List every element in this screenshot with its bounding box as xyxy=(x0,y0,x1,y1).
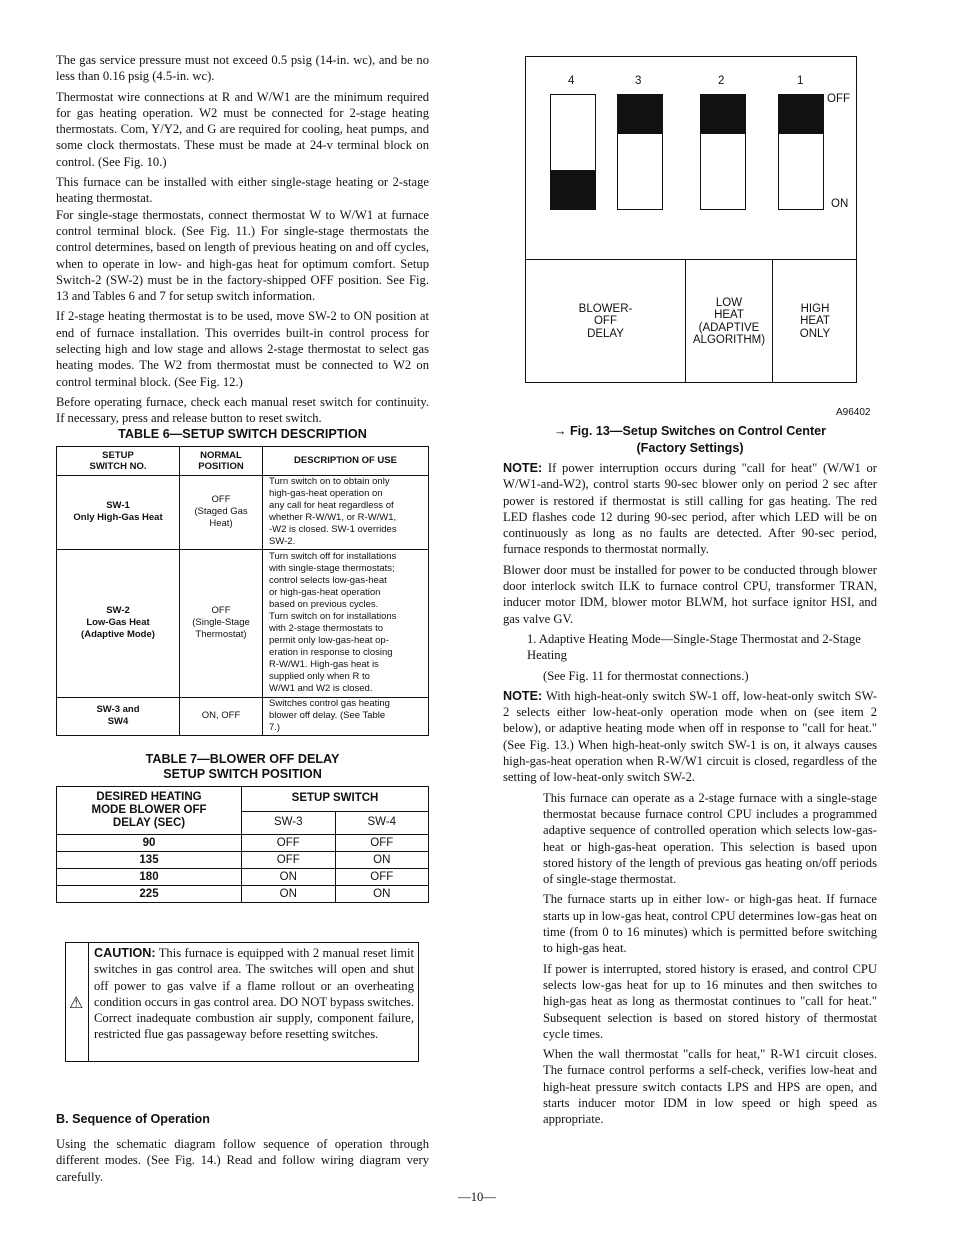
sw4-cell: OFF xyxy=(335,834,429,851)
figure-caption-line1: → Fig. 13—Setup Switches on Control Center xyxy=(553,424,827,438)
switch-number: 3 xyxy=(635,75,642,87)
setup-switch-figure xyxy=(525,56,857,383)
table-row xyxy=(57,697,429,735)
description: Switches control gas heating blower off delay. (See Table 7.) xyxy=(263,697,429,735)
delay-cell: 90 xyxy=(57,834,242,851)
table-row xyxy=(57,549,429,697)
section-b-text: Using the schematic diagram follow sequence of operation through different modes. (See Fig. 14.) Read and follow wiring diagram very carefully. xyxy=(56,1137,429,1184)
table7-title-line1: TABLE 7—BLOWER OFF DELAY xyxy=(145,751,340,766)
sw3-cell: OFF xyxy=(242,834,336,851)
paragraph-adaptive-b: The furnace starts up in either low- or high-gas heat. If furnace starts up in low-gas heat, control CPU determines low-gas heat on time (from 0 to 16 minutes) which is permitted before switching to high-gas heat. xyxy=(543,892,877,956)
paragraph-thermostat-wiring: Thermostat wire connections at R and W/W1 are the minimum required for gas heating operation. W2 must be connected for 2-stage heating thermostats. Com, Y/Y2, and G are required for cooling, heat pumps, and some clock thermostats. These must be made at 24-v terminal block on control. (See Fig. 10.) xyxy=(56,89,429,169)
blower-delay-table xyxy=(56,786,429,903)
table-row xyxy=(57,834,429,851)
section-b-title: B. Sequence of Operation xyxy=(56,1112,210,1126)
high-heat-label: HIGH HEAT ONLY xyxy=(799,302,831,340)
low-heat-label: LOW HEAT (ADAPTIVE ALGORITHM) xyxy=(692,296,766,346)
table7-header-sw3: SW-3 xyxy=(242,811,336,834)
caution-label: CAUTION: xyxy=(94,946,156,960)
table-row xyxy=(57,851,429,868)
normal-position: OFF (Staged Gas Heat) xyxy=(180,475,263,549)
sw4-cell: OFF xyxy=(335,868,429,885)
delay-cell: 180 xyxy=(57,868,242,885)
table7-header-sw4: SW-4 xyxy=(335,811,429,834)
note-high-heat xyxy=(503,688,877,786)
blower-off-delay-label: BLOWER- OFF DELAY xyxy=(578,302,633,340)
table6-header: NORMAL POSITION xyxy=(180,446,263,475)
table6-header: SETUP SWITCH NO. xyxy=(57,446,180,475)
switch-number: 1 xyxy=(797,75,804,87)
dip-switch-1 xyxy=(778,94,824,210)
description: Turn switch on to obtain only high-gas-heat operation on any call for heat regardless of whether R-W/W1, or R-W/W1, -W2 is closed. SW-1 overrides SW-2. xyxy=(263,475,429,549)
note-power-interruption xyxy=(503,460,877,558)
paragraph-reset-switch: Before operating furnace, check each manual reset switch for continuity. If necessary, press and release button to reset switch. xyxy=(56,394,429,426)
switch-number: 2 xyxy=(718,75,725,87)
table6-title: TABLE 6—SETUP SWITCH DESCRIPTION xyxy=(118,426,367,441)
paragraph-adaptive-c: If power is interrupted, stored history is erased, and control CPU selects low-gas heat for up to 16 minutes and then switches to high-gas heat as long as thermostat continues to "call for heat." Subsequent selection is based on stored history of thermostat cycle times. xyxy=(543,961,877,1041)
caution-text xyxy=(94,945,414,1043)
paragraph-adaptive-a: This furnace can operate as a 2-stage furnace with a single-stage thermostat because furnace control CPU includes a programmed adaptive sequence of controlled operation which selects low-gas-heat or high-gas-heat operation. This selection is based upon stored history of the length of previous gas heating on/off periods of single-stage thermostat. xyxy=(543,790,877,887)
left-column xyxy=(56,52,429,903)
paragraph-blower-door: Blower door must be installed for power to be conducted through blower door interlock switch ILK to furnace control CPU, transformer TRAN, inducer motor IDM, blower motor BLWM, hot surface ignitor HSI, and gas valve GV. xyxy=(503,562,877,626)
table7-header-setup: SETUP SWITCH xyxy=(242,786,429,811)
list-item-sub: (See Fig. 11 for thermostat connections.) xyxy=(543,668,749,683)
off-label: OFF xyxy=(827,93,850,105)
delay-cell: 225 xyxy=(57,885,242,902)
table-row xyxy=(57,885,429,902)
sw4-cell: ON xyxy=(335,851,429,868)
figure-caption xyxy=(503,423,877,457)
normal-position: OFF (Single-Stage Thermostat) xyxy=(180,549,263,697)
table-row xyxy=(57,475,429,549)
paragraph-adaptive-d: When the wall thermostat "calls for heat," R-W1 circuit closes. The furnace control performs a self-check, verifies low-heat and high-heat pressure switch contacts LPS and HPS are open, and starts inducer motor IDM in low speed or high speed as appropriate. xyxy=(543,1047,877,1127)
dip-switch-2 xyxy=(700,94,746,210)
delay-cell: 135 xyxy=(57,851,242,868)
table6-header: DESCRIPTION OF USE xyxy=(263,446,429,475)
switch-number: 4 xyxy=(568,75,575,87)
right-column xyxy=(503,460,877,1132)
page-number: —10— xyxy=(458,1190,496,1204)
sw3-cell: ON xyxy=(242,885,336,902)
paragraph-thermostat-types: This furnace can be installed with either single-stage heating or 2-stage heating thermostat. xyxy=(56,175,429,206)
paragraph-single-stage: For single-stage thermostats, connect thermostat W to W/W1 at furnace control terminal block. (See Fig. 11.) For single-stage thermostats the control determines, based on length of previous heating on and off cycles, when to operate in low- and high-gas heat for optimum comfort. Setup Switch-2 (SW-2) must be in the factory-shipped OFF position. See Fig. 13 and Tables 6 and 7 for setup switch information. xyxy=(56,207,429,304)
switch-name: SW-2 Low-Gas Heat (Adaptive Mode) xyxy=(57,549,180,697)
description: Turn switch off for installations with single-stage thermostats; control selects low-gas-heat or high-gas-heat operation based on previous cycles. Turn switch on for installations with 2-stage thermostats to permit only low-gas-heat op- eration in response to closing R-W/W1. High-gas heat is supplied only when R to W/W1 and W2 is closed. xyxy=(263,549,429,697)
note-label: NOTE: xyxy=(503,461,543,475)
caution-body: This furnace is equipped with 2 manual reset limit switches in gas control area. The switches will open and shut off power to gas valve if a flame rollout or an overheating condition occurs in gas control area. DO NOT bypass switches. Correct inadequate combustion air supply, component failure, restricted flue gas passageway before resetting switches. xyxy=(94,946,414,1042)
sw3-cell: OFF xyxy=(242,851,336,868)
table-row xyxy=(57,868,429,885)
dip-switch-4 xyxy=(550,94,596,210)
sw3-cell: ON xyxy=(242,868,336,885)
note-text: If power interruption occurs during "call for heat" (W/W1 or W/W1-and-W2), control starts 90-sec blower only on period 2 sec after power is restored if thermostat is still calling for gas heating. The red LED flashes code 12 during 90-sec period, after which LED will be on continuously as long as no faults are detected. After 90-sec period, furnace responds to thermostat normally. xyxy=(503,461,877,557)
on-label: ON xyxy=(831,198,849,210)
figure-caption-line2: (Factory Settings) xyxy=(636,441,744,455)
warning-triangle-icon: ⚠ xyxy=(66,943,89,1061)
switch-name: SW-3 and SW4 xyxy=(57,697,180,735)
dip-switch-3 xyxy=(617,94,663,210)
section-b xyxy=(56,1098,429,1189)
paragraph-two-stage: If 2-stage heating thermostat is to be used, move SW-2 to ON position at end of furnace installation. This overrides built-in control process for selecting high and low stage and allows 2-stage thermostat to select gas heating modes. The W2 from thermostat must be connected to W2 on control terminal block. (See Fig. 12.) xyxy=(56,309,429,389)
setup-switch-table xyxy=(56,446,429,736)
table7-title-line2: SETUP SWITCH POSITION xyxy=(163,766,322,781)
list-item-adaptive: 1. Adaptive Heating Mode—Single-Stage Thermostat and 2-Stage Heating xyxy=(527,631,861,663)
switch-name: SW-1 Only High-Gas Heat xyxy=(57,475,180,549)
normal-position: ON, OFF xyxy=(180,697,263,735)
sw4-cell: ON xyxy=(335,885,429,902)
figure-id: A96402 xyxy=(836,407,871,418)
note-label: NOTE: xyxy=(503,688,543,703)
table7-header-delay: DESIRED HEATING MODE BLOWER OFF DELAY (SEC) xyxy=(57,786,242,834)
note-text: With high-heat-only switch SW-1 off, low-heat-only switch SW-2 selects either low-heat-only operation mode when on (see item 2 below), or adaptive heating mode when off in response to "call for heat." (See Fig. 13.) When high-heat-only switch SW-1 is on, it always causes high-gas-heat operation when R-W/W1 circuit is closed, regardless of the setting of low-heat-only switch SW-2. xyxy=(503,688,877,785)
paragraph-gas-pressure: The gas service pressure must not exceed 0.5 psig (14-in. wc), and be no less than 0.16 psig (4.5-in. wc). xyxy=(56,53,429,84)
caution-box xyxy=(65,942,419,1062)
